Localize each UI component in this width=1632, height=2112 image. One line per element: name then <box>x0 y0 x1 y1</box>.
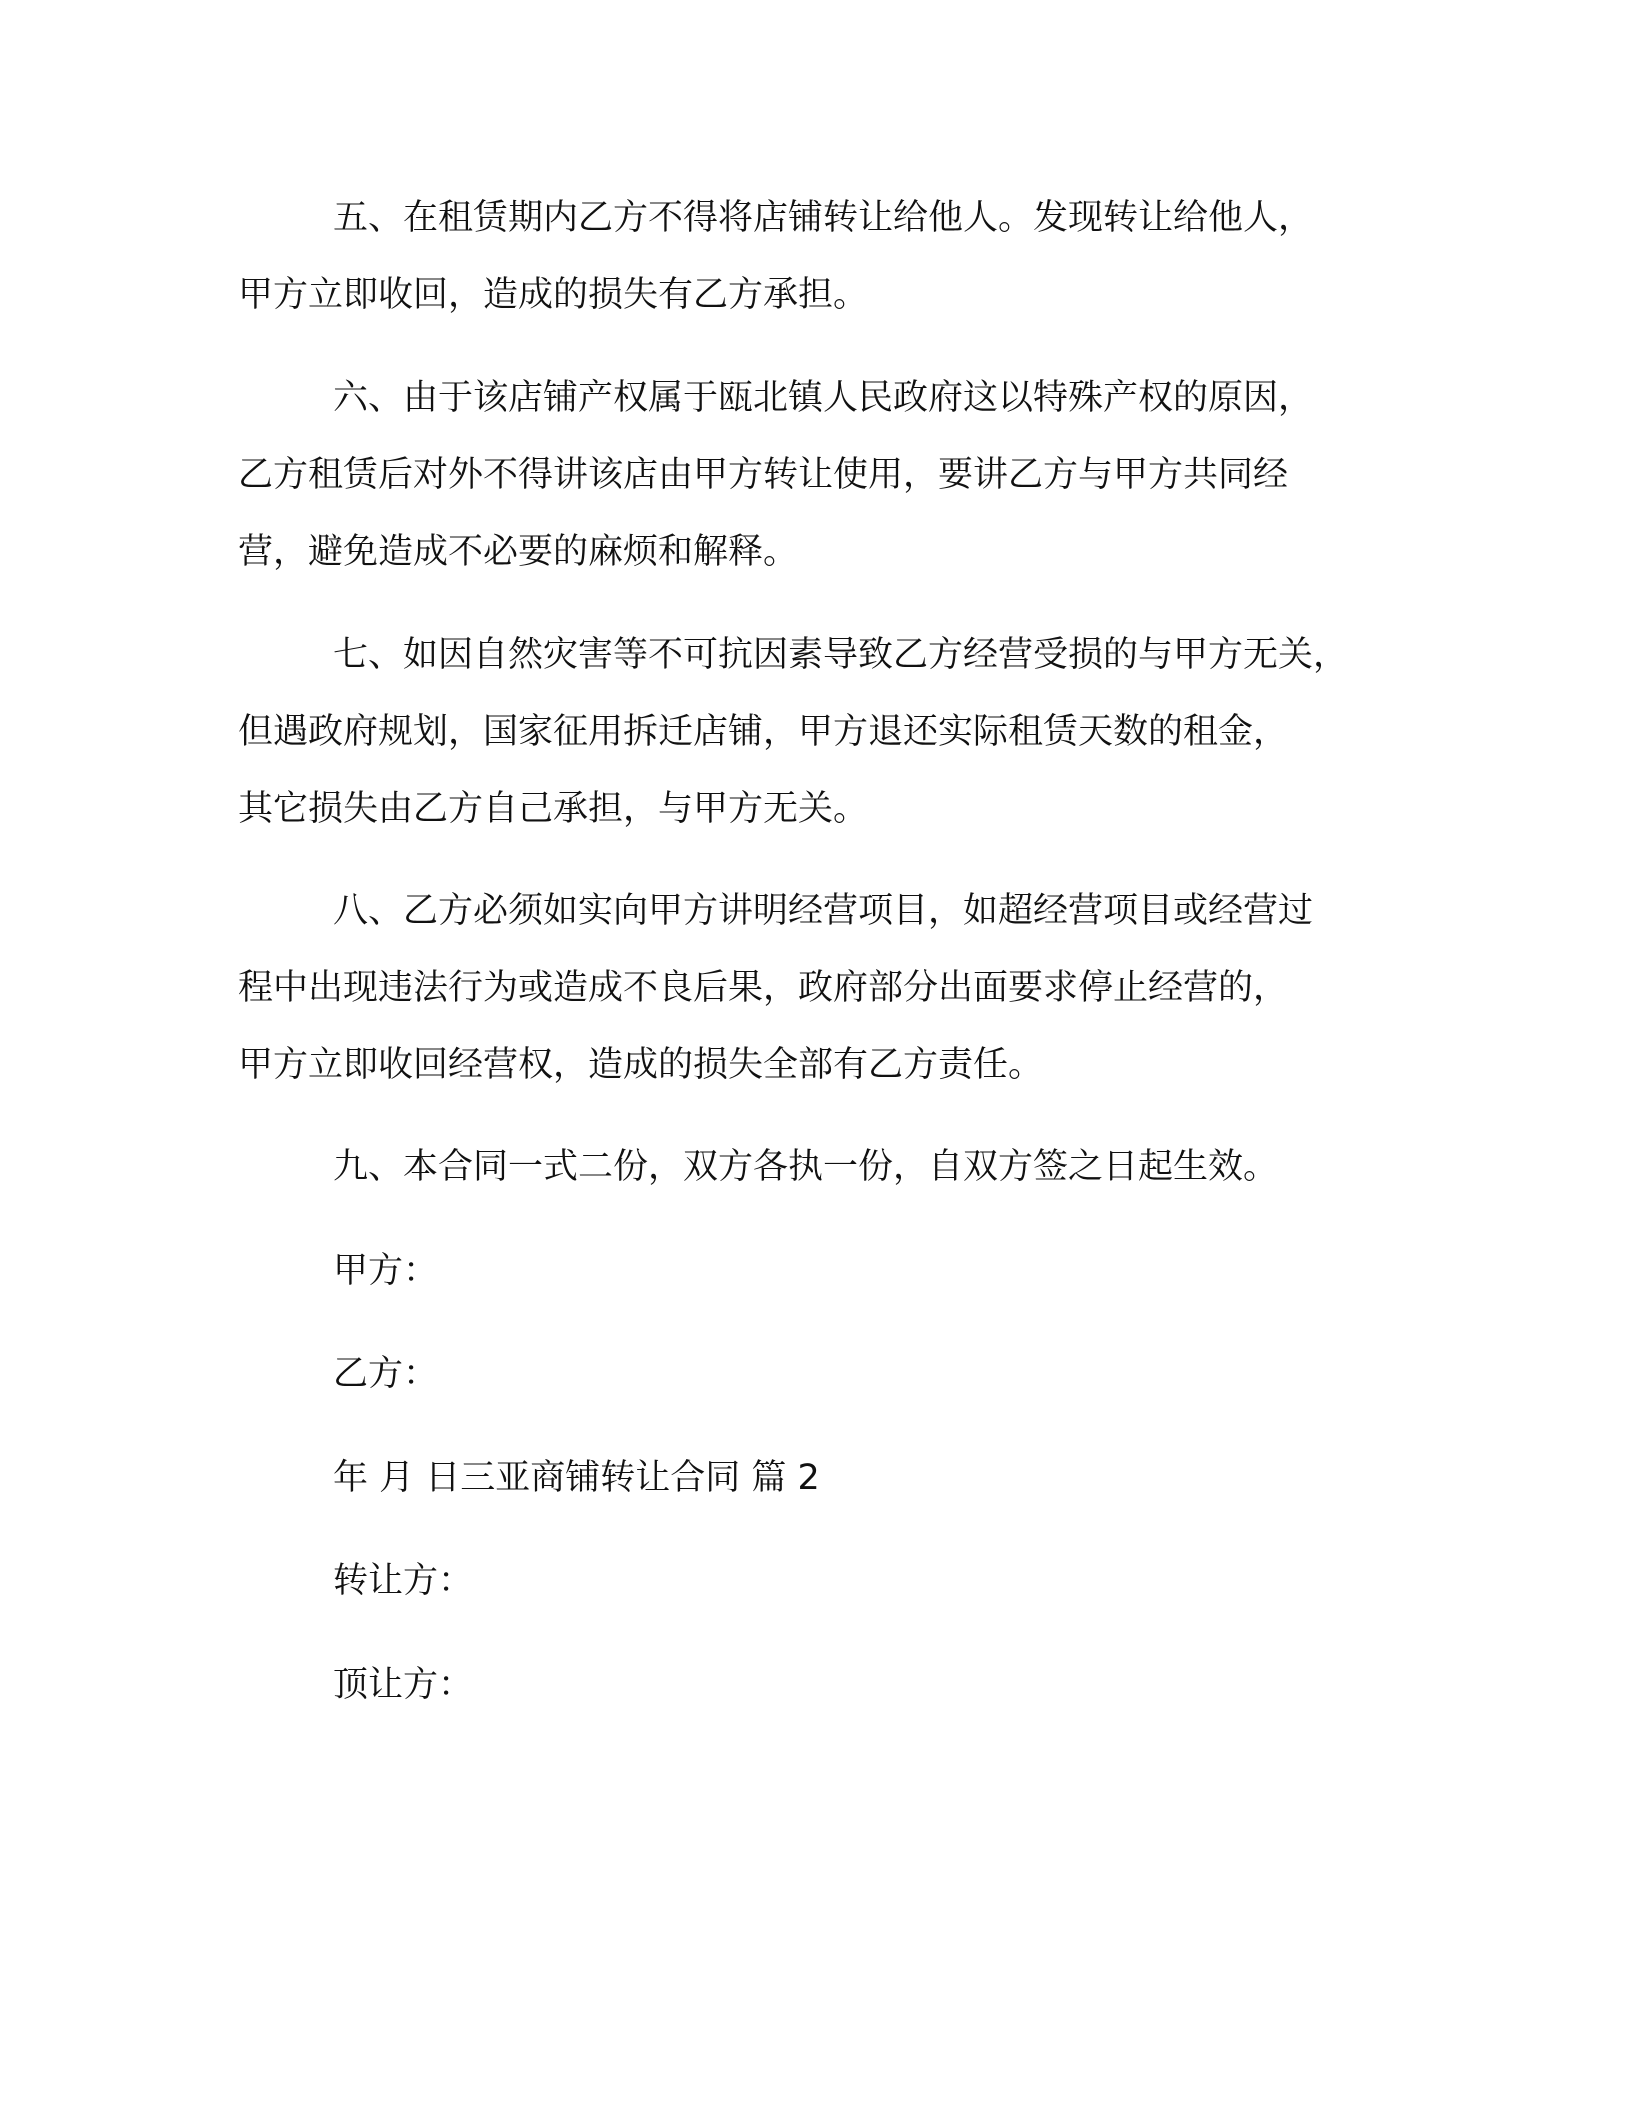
clause-5-line-2: 甲方立即收回，造成的损失有乙方承担。 <box>238 275 869 315</box>
transferor-label: 转让方： <box>333 1561 474 1601</box>
clause-5-line-1: 五、在租赁期内乙方不得将店铺转让给他人。发现转让给他人， <box>333 198 1314 238</box>
clause-5 <box>238 180 1408 334</box>
clause-8-line-3: 甲方立即收回经营权，造成的损失全部有乙方责任。 <box>238 1045 1044 1085</box>
clause-9: 九、本合同一式二份，双方各执一份，自双方签之日起生效。 <box>333 1147 1279 1187</box>
clause-8 <box>238 873 1408 1104</box>
clause-7-line-3: 其它损失由乙方自己承担，与甲方无关。 <box>238 789 869 829</box>
clause-6-line-1: 六、由于该店铺产权属于瓯北镇人民政府这以特殊产权的原因， <box>333 378 1314 418</box>
clause-6-line-3: 营，避免造成不必要的麻烦和解释。 <box>238 532 799 572</box>
clause-6-line-2: 乙方租赁后对外不得讲该店由甲方转让使用，要讲乙方与甲方共同经 <box>238 455 1289 495</box>
party-a-label: 甲方： <box>333 1251 439 1291</box>
next-contract-heading: 年 月 日三亚商铺转让合同 篇 2 <box>333 1458 820 1498</box>
transferee-label: 顶让方： <box>333 1665 474 1705</box>
clause-8-line-1: 八、乙方必须如实向甲方讲明经营项目，如超经营项目或经营过 <box>333 891 1314 931</box>
clause-6 <box>238 360 1408 591</box>
clause-8-line-2: 程中出现违法行为或造成不良后果，政府部分出面要求停止经营的， <box>238 968 1289 1008</box>
clause-7-line-1: 七、如因自然灾害等不可抗因素导致乙方经营受损的与甲方无关， <box>333 635 1349 675</box>
clause-7-line-2: 但遇政府规划，国家征用拆迁店铺，甲方退还实际租赁天数的租金， <box>238 712 1289 752</box>
party-b-label: 乙方： <box>333 1354 439 1394</box>
clause-7 <box>238 617 1408 848</box>
